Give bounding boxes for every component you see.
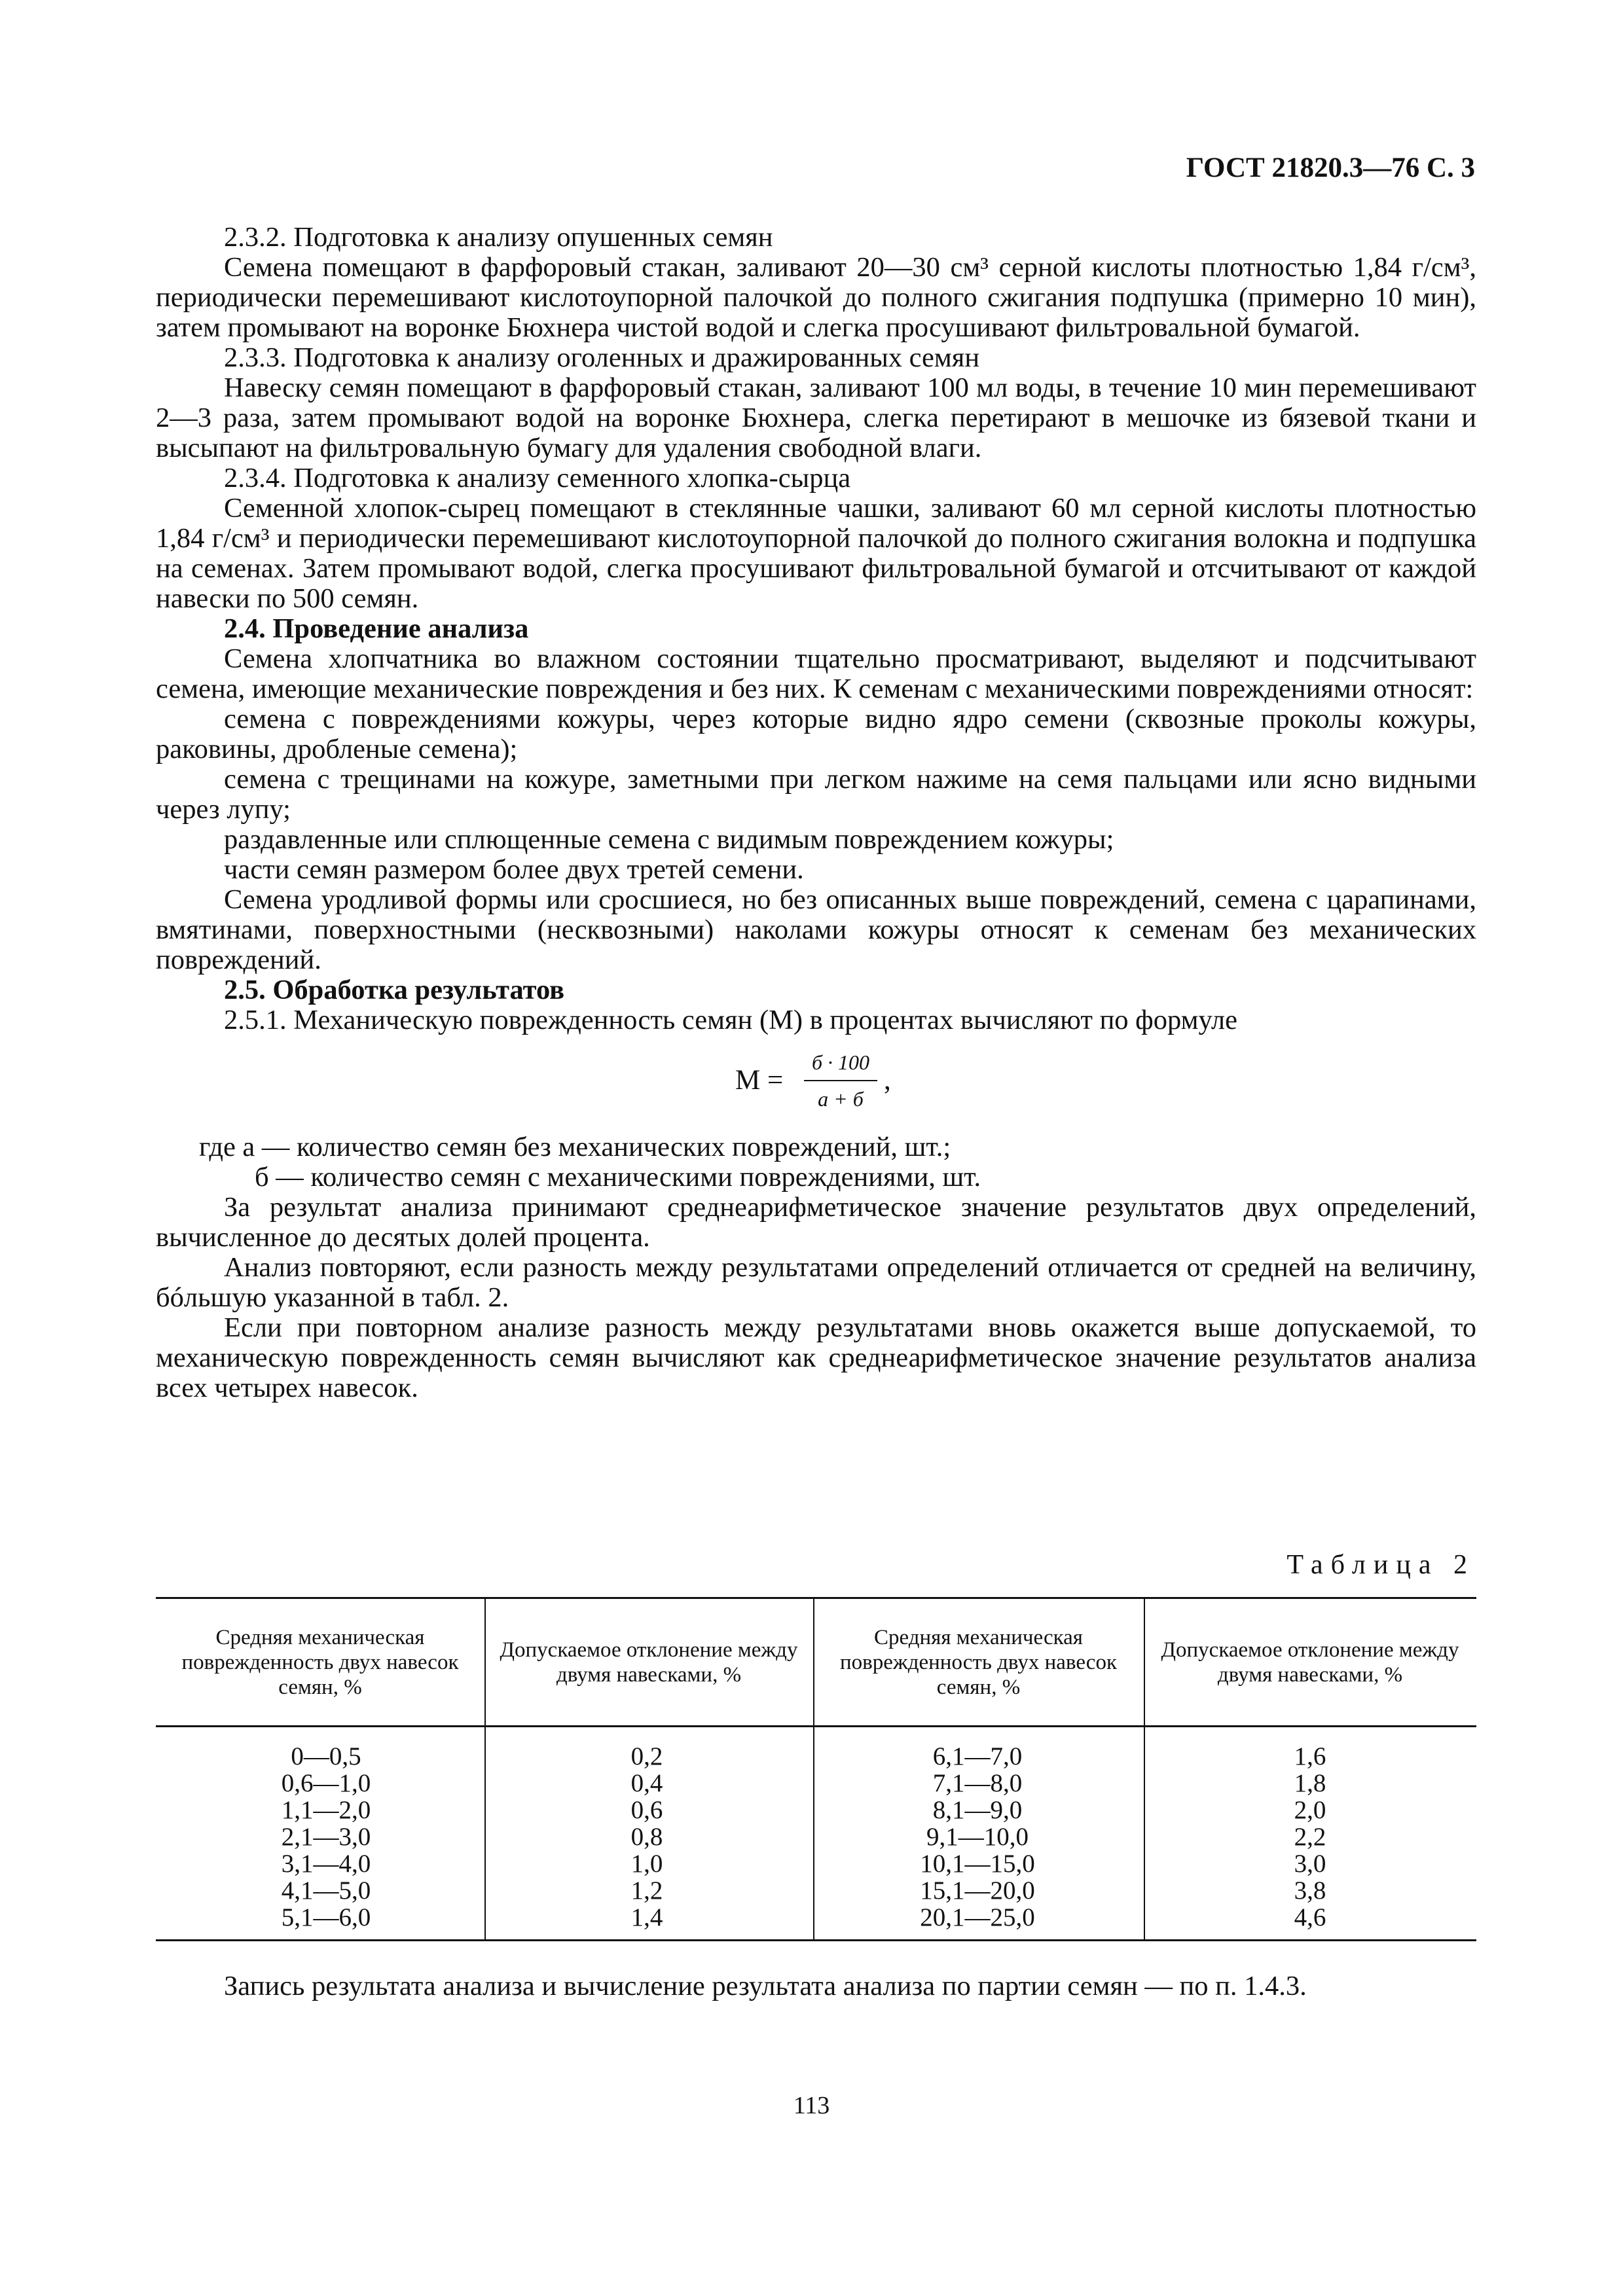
- paragraph: Если при повторном анализе разность между результатами вновь окажется выше допускаемой, то механическую поврежденность семян вычисляют как среднеарифметическое значение результатов анализа всех четырех навесок.: [156, 1312, 1476, 1403]
- table-cell: 1,4: [630, 1903, 663, 1931]
- table-cell: 10,1—15,0: [920, 1850, 1035, 1878]
- closing-note: Запись результата анализа и вычисление результата анализа по партии семян — по п. 1.4.3.: [224, 1971, 1307, 2001]
- header-cell: Допускаемое отклонение между двумя навесками, %: [1161, 1638, 1459, 1687]
- table-cell: 2,0: [1294, 1796, 1326, 1824]
- table-cell: 1,2: [630, 1876, 663, 1905]
- table-caption: Таблица 2: [1286, 1550, 1475, 1580]
- formula-fraction: [804, 1047, 877, 1114]
- paragraph: 2.5.1. Механическую поврежденность семян (M) в процентах вычисляют по формуле: [224, 1005, 1237, 1035]
- table-column-1: [274, 1743, 378, 1931]
- tolerance-table: [156, 1597, 1476, 1941]
- column-divider: [813, 1599, 814, 1939]
- paragraph: За результат анализа принимают среднеарифметическое значение результатов двух определений, вычисленное до десятых долей процента.: [156, 1192, 1476, 1253]
- paragraph: Семена помещают в фарфоровый стакан, заливают 20—30 см³ серной кислоты плотностью 1,84 г/см³, периодически перемешивают кислотоупорной палочкой до полного сжигания подпушка (примерно 10 мин), затем промывают на воронке Бюхнера чистой водой и слегка просушивают фильтровальной бумагой.: [156, 252, 1476, 343]
- section-2-5-heading: 2.5. Обработка результатов: [224, 975, 565, 1005]
- list-item: семена с повреждениями кожуры, через которые видно ядро семени (сквозные проколы кожуры, раковины, дробленые семена);: [156, 704, 1476, 764]
- table-cell: 1,8: [1294, 1769, 1326, 1797]
- table-cell: 3,1—4,0: [281, 1850, 371, 1878]
- table-cell: 20,1—25,0: [920, 1903, 1035, 1931]
- table-cell: 0,4: [630, 1769, 663, 1797]
- paragraph: Анализ повторяют, если разность между результатами определений отличается от средней на величину, бóльшую указанной в табл. 2.: [156, 1252, 1476, 1313]
- formula-denominator: a + б: [818, 1087, 864, 1111]
- table-cell: 2,2: [1294, 1823, 1326, 1851]
- table-column-4: [1277, 1743, 1343, 1931]
- body-text: [156, 223, 1476, 1403]
- section-2-3-2-heading: 2.3.2. Подготовка к анализу опушенных семян: [224, 222, 773, 253]
- column-divider: [484, 1599, 486, 1939]
- formula-legend-a: где a — количество семян без механических повреждений, шт.;: [199, 1132, 951, 1162]
- table-cell: 0,6—1,0: [281, 1769, 371, 1797]
- page-number: 113: [793, 2092, 830, 2119]
- paragraph: Семена хлопчатника во влажном состоянии тщательно просматривают, выделяют и подсчитывают семена, имеющие механические повреждения и без них. К семенам с механическими повреждениями относят:: [156, 643, 1476, 704]
- formula-lhs: M =: [735, 1065, 784, 1096]
- table-cell: 0,8: [630, 1823, 663, 1851]
- table-cell: 0—0,5: [291, 1742, 361, 1770]
- table-cell: 3,8: [1294, 1876, 1326, 1905]
- document-header: ГОСТ 21820.3—76 С. 3: [1186, 152, 1475, 183]
- table-cell: 8,1—9,0: [932, 1796, 1023, 1824]
- table-cell: 15,1—20,0: [920, 1876, 1035, 1905]
- table-cell: 2,1—3,0: [281, 1823, 371, 1851]
- table-cell: 4,6: [1294, 1903, 1326, 1931]
- formula-legend-b: б — количество семян с механическими повреждениями, шт.: [255, 1162, 981, 1193]
- table-cell: 7,1—8,0: [932, 1769, 1023, 1797]
- header-cell: Допускаемое отклонение между двумя навесками, %: [500, 1638, 798, 1687]
- header-cell: Средняя механическая поврежденность двух навесок семян, %: [840, 1625, 1117, 1699]
- table-column-2: [614, 1743, 680, 1931]
- header-cell: Средняя механическая поврежденность двух навесок семян, %: [181, 1625, 459, 1699]
- table-header: [156, 1599, 1476, 1727]
- table-cell: 0,6: [630, 1796, 663, 1824]
- paragraph: Семена уродливой формы или сросшиеся, но без описанных выше повреждений, семена с царапинами, вмятинами, поверхностными (несквозными) наколами кожуры относят к семенам без механических повреждений.: [156, 884, 1476, 975]
- formula-numerator: б · 100: [804, 1047, 877, 1081]
- column-divider: [1144, 1599, 1145, 1939]
- table-cell: 3,0: [1294, 1850, 1326, 1878]
- list-item: части семян размером более двух третей семени.: [224, 854, 804, 885]
- table-cell: 9,1—10,0: [926, 1823, 1029, 1851]
- section-2-3-4-heading: 2.3.4. Подготовка к анализу семенного хлопка-сырца: [224, 463, 851, 493]
- section-2-4-heading: 2.4. Проведение анализа: [224, 613, 529, 644]
- list-item: раздавленные или сплющенные семена с видимым повреждением кожуры;: [224, 824, 1114, 855]
- list-item: семена с трещинами на кожуре, заметными при легком нажиме на семя пальцами или ясно видными через лупу;: [156, 764, 1476, 825]
- paragraph: Семенной хлопок-сырец помещают в стеклянные чашки, заливают 60 мл серной кислоты плотностью 1,84 г/см³ и периодически перемешивают кислотоупорной палочкой до полного сжигания волокна и подпушка на семенах. Затем промывают водой, слегка просушивают фильтровальной бумагой и отсчитывают от каждой навески по 500 семян.: [156, 493, 1476, 614]
- table-cell: 4,1—5,0: [281, 1876, 371, 1905]
- table-cell: 0,2: [630, 1742, 663, 1770]
- table-cell: 6,1—7,0: [932, 1742, 1023, 1770]
- table-cell: 5,1—6,0: [281, 1903, 371, 1931]
- formula-comma: ,: [884, 1065, 891, 1096]
- section-2-3-3-heading: 2.3.3. Подготовка к анализу оголенных и дражированных семян: [224, 342, 980, 373]
- table-cell: 1,6: [1294, 1742, 1326, 1770]
- paragraph: Навеску семян помещают в фарфоровый стакан, заливают 100 мл воды, в течение 10 мин перемешивают 2—3 раза, затем промывают водой на воронке Бюхнера, слегка перетирают в мешочке из бязевой ткани и высыпают на фильтровальную бумагу для удаления свободной влаги.: [156, 372, 1476, 463]
- table-cell: 1,0: [630, 1850, 663, 1878]
- formula: [156, 1047, 1476, 1126]
- table-cell: 1,1—2,0: [281, 1796, 371, 1824]
- table-column-3: [905, 1743, 1049, 1931]
